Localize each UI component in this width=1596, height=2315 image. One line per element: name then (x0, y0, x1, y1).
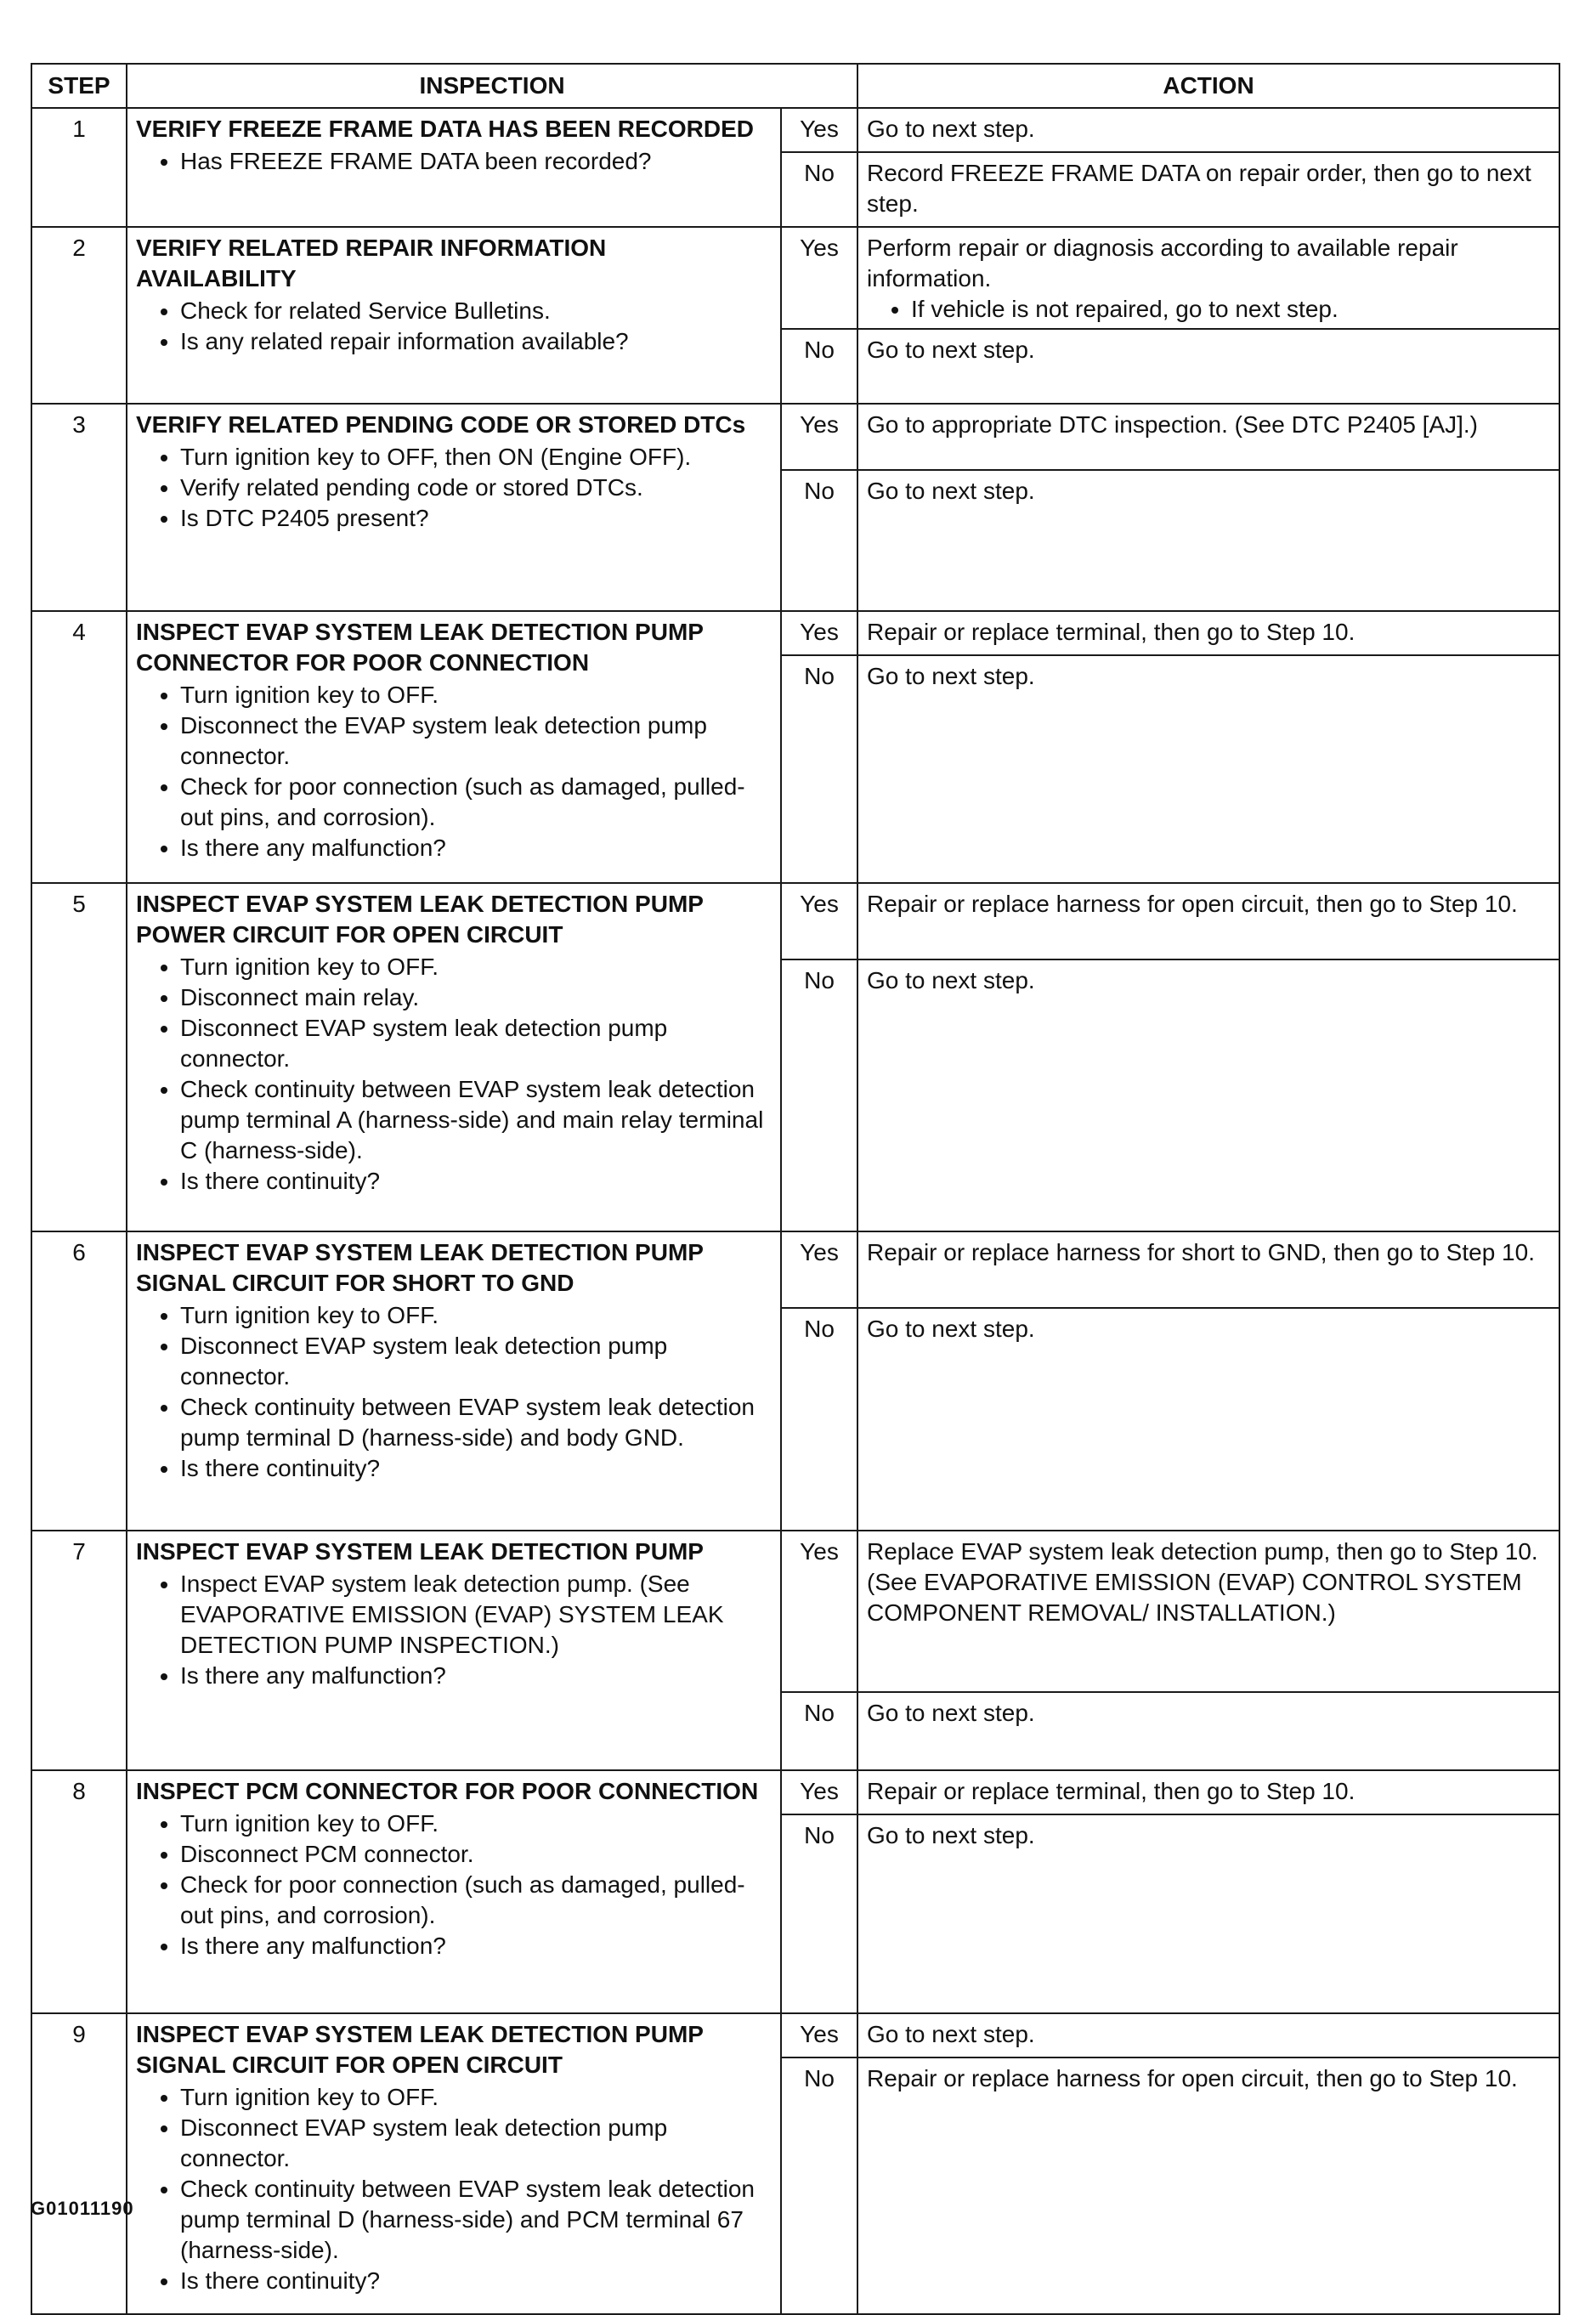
inspection-check-item: • Disconnect EVAP system leak detection pump connector. (180, 2113, 772, 2174)
yes-action-cell (857, 404, 1559, 470)
header-action: ACTION (857, 64, 1559, 108)
inspection-check-item: • Disconnect PCM connector. (180, 1839, 772, 1870)
no-action-text: Go to next step. (867, 663, 1035, 689)
no-action-text: Record FREEZE FRAME DATA on repair order, then go to next step. (867, 160, 1531, 217)
step-number: 2 (31, 227, 127, 404)
table-row (31, 1531, 1559, 1692)
inspection-title: VERIFY RELATED PENDING CODE OR STORED DTCs (136, 411, 746, 438)
yes-action-cell (857, 1770, 1559, 1814)
yes-label: Yes (781, 227, 857, 329)
yes-action-cell (857, 108, 1559, 152)
inspection-checklist (136, 1569, 772, 1691)
inspection-title: INSPECT EVAP SYSTEM LEAK DETECTION PUMP CONNECTOR FOR POOR CONNECTION (136, 619, 704, 676)
inspection-check-item: • Inspect EVAP system leak detection pump. (See EVAPORATIVE EMISSION (EVAP) SYSTEM LEAK DETECTION PUMP INSPECTION.) (180, 1569, 772, 1661)
no-label: No (781, 2057, 857, 2314)
no-action-cell (857, 329, 1559, 404)
no-action-cell (857, 655, 1559, 883)
inspection-cell (127, 1531, 781, 1770)
inspection-check-item: • Has FREEZE FRAME DATA been recorded? (180, 146, 772, 177)
inspection-check-item: • Turn ignition key to OFF. (180, 1808, 772, 1839)
inspection-check-item: • Check continuity between EVAP system leak detection pump terminal D (harness-side) and body GND. (180, 1392, 772, 1453)
yes-label: Yes (781, 611, 857, 655)
inspection-title: INSPECT EVAP SYSTEM LEAK DETECTION PUMP SIGNAL CIRCUIT FOR SHORT TO GND (136, 1239, 704, 1296)
step-number: 8 (31, 1770, 127, 2013)
header-inspection: INSPECTION (127, 64, 857, 108)
yes-label: Yes (781, 2013, 857, 2057)
inspection-check-item: • Turn ignition key to OFF. (180, 2082, 772, 2113)
inspection-cell (127, 1770, 781, 2013)
inspection-table-sheet (31, 63, 1559, 2315)
inspection-cell (127, 227, 781, 404)
step-number: 5 (31, 883, 127, 1231)
no-action-text: Go to next step. (867, 1700, 1035, 1726)
inspection-check-item: • Disconnect the EVAP system leak detection pump connector. (180, 710, 772, 772)
no-label: No (781, 655, 857, 883)
inspection-checklist (136, 296, 772, 357)
inspection-cell (127, 611, 781, 883)
yes-action-text: Go to next step. (867, 116, 1035, 142)
inspection-check-item: • Is any related repair information available? (180, 326, 772, 357)
no-action-cell (857, 152, 1559, 227)
no-action-cell (857, 1692, 1559, 1770)
inspection-checklist (136, 952, 772, 1197)
inspection-table (31, 63, 1560, 2315)
no-action-text: Go to next step. (867, 1316, 1035, 1342)
no-action-cell (857, 470, 1559, 611)
yes-action-text: Go to next step. (867, 2021, 1035, 2047)
yes-label: Yes (781, 1770, 857, 1814)
inspection-cell (127, 108, 781, 227)
inspection-check-item: • Check continuity between EVAP system leak detection pump terminal A (harness-side) and main relay terminal C (harness-side). (180, 1074, 772, 1166)
inspection-checklist (136, 1808, 772, 1961)
inspection-checklist (136, 1300, 772, 1484)
no-action-text: Go to next step. (867, 1822, 1035, 1848)
no-action-cell (857, 2057, 1559, 2314)
table-row (31, 883, 1559, 959)
yes-action-text: Repair or replace terminal, then go to Step 10. (867, 619, 1355, 645)
inspection-check-item: • Check for related Service Bulletins. (180, 296, 772, 326)
no-label: No (781, 329, 857, 404)
figure-code: G01011190 (31, 2198, 134, 2219)
no-action-text: Go to next step. (867, 478, 1035, 504)
inspection-check-item: • Check continuity between EVAP system leak detection pump terminal D (harness-side) and PCM terminal 67 (harness-side). (180, 2174, 772, 2266)
yes-action-text: Repair or replace harness for open circuit, then go to Step 10. (867, 891, 1518, 917)
inspection-check-item: • Is there continuity? (180, 1166, 772, 1197)
table-row (31, 1231, 1559, 1308)
inspection-checklist (136, 2082, 772, 2296)
inspection-cell (127, 883, 781, 1231)
step-number: 1 (31, 108, 127, 227)
yes-label: Yes (781, 883, 857, 959)
inspection-check-item: • Verify related pending code or stored DTCs. (180, 473, 772, 503)
yes-action-cell (857, 2013, 1559, 2057)
table-header-row (31, 64, 1559, 108)
inspection-title: INSPECT EVAP SYSTEM LEAK DETECTION PUMP POWER CIRCUIT FOR OPEN CIRCUIT (136, 891, 704, 948)
no-label: No (781, 1308, 857, 1531)
no-action-text: Go to next step. (867, 967, 1035, 993)
table-row (31, 108, 1559, 152)
yes-action-text: Replace EVAP system leak detection pump, then go to Step 10. (See EVAPORATIVE EMISSION (EVAP) CONTROL SYSTEM COMPONENT REMOVAL/ INSTALLATION.) (867, 1538, 1538, 1626)
inspection-check-item: • Is there continuity? (180, 2266, 772, 2296)
inspection-checklist (136, 680, 772, 863)
step-number: 9 (31, 2013, 127, 2314)
inspection-cell (127, 2013, 781, 2314)
no-action-text: Go to next step. (867, 337, 1035, 363)
no-action-cell (857, 1814, 1559, 2013)
step-number: 6 (31, 1231, 127, 1531)
yes-action-text: Go to appropriate DTC inspection. (See DTC P2405 [AJ].) (867, 411, 1479, 438)
yes-label: Yes (781, 1531, 857, 1692)
step-number: 4 (31, 611, 127, 883)
yes-label: Yes (781, 404, 857, 470)
yes-label: Yes (781, 1231, 857, 1308)
inspection-check-item: • Disconnect main relay. (180, 982, 772, 1013)
yes-action-cell (857, 611, 1559, 655)
yes-action-text: Perform repair or diagnosis according to available repair information. (867, 235, 1458, 291)
no-label: No (781, 470, 857, 611)
yes-action-cell (857, 1531, 1559, 1692)
yes-action-cell (857, 1231, 1559, 1308)
inspection-check-item: • Is there any malfunction? (180, 1931, 772, 1961)
table-row (31, 227, 1559, 329)
header-step: STEP (31, 64, 127, 108)
no-action-cell (857, 959, 1559, 1231)
inspection-check-item: • Disconnect EVAP system leak detection pump connector. (180, 1013, 772, 1074)
table-row (31, 404, 1559, 470)
no-label: No (781, 959, 857, 1231)
table-row (31, 2013, 1559, 2057)
inspection-check-item: • Is there continuity? (180, 1453, 772, 1484)
inspection-cell (127, 404, 781, 611)
no-action-cell (857, 1308, 1559, 1531)
inspection-title: INSPECT EVAP SYSTEM LEAK DETECTION PUMP SIGNAL CIRCUIT FOR OPEN CIRCUIT (136, 2021, 704, 2078)
no-label: No (781, 1692, 857, 1770)
no-action-text: Repair or replace harness for open circuit, then go to Step 10. (867, 2065, 1518, 2091)
inspection-check-item: • Disconnect EVAP system leak detection pump connector. (180, 1331, 772, 1392)
yes-action-cell (857, 883, 1559, 959)
inspection-check-item: • Is there any malfunction? (180, 1661, 772, 1691)
inspection-check-item: • Turn ignition key to OFF. (180, 952, 772, 982)
table-row (31, 1770, 1559, 1814)
inspection-title: VERIFY RELATED REPAIR INFORMATION AVAILABILITY (136, 235, 607, 291)
inspection-checklist (136, 442, 772, 534)
no-label: No (781, 1814, 857, 2013)
inspection-check-item: • Turn ignition key to OFF. (180, 1300, 772, 1331)
inspection-title: INSPECT PCM CONNECTOR FOR POOR CONNECTION (136, 1778, 759, 1804)
inspection-check-item: • Is there any malfunction? (180, 833, 772, 863)
yes-action-text: Repair or replace harness for short to GND, then go to Step 10. (867, 1239, 1535, 1265)
inspection-title: VERIFY FREEZE FRAME DATA HAS BEEN RECORDED (136, 116, 755, 142)
inspection-check-item: • Is DTC P2405 present? (180, 503, 772, 534)
inspection-check-item: • Turn ignition key to OFF, then ON (Engine OFF). (180, 442, 772, 473)
step-number: 3 (31, 404, 127, 611)
inspection-checklist (136, 146, 772, 177)
step-number: 7 (31, 1531, 127, 1770)
inspection-check-item: • Turn ignition key to OFF. (180, 680, 772, 710)
yes-action-text: Repair or replace terminal, then go to Step 10. (867, 1778, 1355, 1804)
yes-action-cell (857, 227, 1559, 329)
inspection-check-item: • Check for poor connection (such as damaged, pulled-out pins, and corrosion). (180, 772, 772, 833)
no-label: No (781, 152, 857, 227)
table-row (31, 611, 1559, 655)
yes-action-subitem: • If vehicle is not repaired, go to next step. (911, 294, 1550, 325)
inspection-check-item: • Check for poor connection (such as damaged, pulled-out pins, and corrosion). (180, 1870, 772, 1931)
yes-action-subitems (867, 294, 1550, 325)
yes-label: Yes (781, 108, 857, 152)
table-body (31, 108, 1559, 2314)
inspection-title: INSPECT EVAP SYSTEM LEAK DETECTION PUMP (136, 1538, 704, 1565)
inspection-cell (127, 1231, 781, 1531)
